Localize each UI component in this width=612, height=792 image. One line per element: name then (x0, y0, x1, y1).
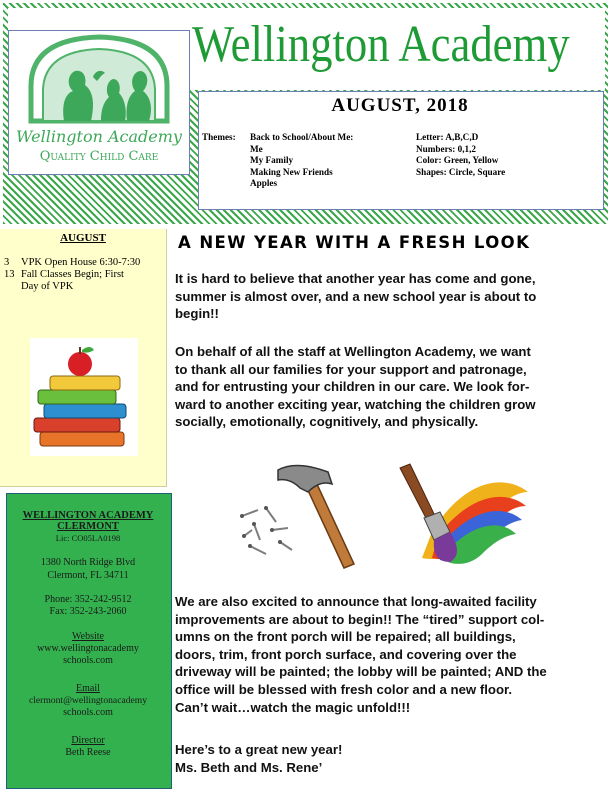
license-number: Lic: CO05LA0198 (55, 533, 121, 543)
theme-item: Apples (250, 178, 278, 188)
address-line: Clermont, FL 34711 (47, 570, 129, 581)
director-label: Director (71, 735, 105, 746)
website-link[interactable]: schools.com (63, 655, 113, 666)
letter-fact: Letter: A,B,C,D (416, 132, 479, 142)
paragraph-line: office will be blessed with fresh color and a new floor. (175, 682, 513, 697)
theme-item: My Family (250, 155, 294, 165)
paragraph-line: and for entrusting your children in our care. We look for- (175, 379, 530, 395)
themes-label: Themes: (202, 132, 236, 142)
paragraph-line: doors, trim, front porch surface, and covering over the (175, 646, 517, 662)
theme-item: Back to School/About Me: (250, 132, 354, 142)
shapes-fact: Shapes: Circle, Square (416, 166, 506, 177)
books-with-apple-icon (30, 338, 138, 456)
article-headline: A NEW YEAR WITH A FRESH LOOK (178, 233, 531, 252)
closing-line: Here’s to a great new year! (175, 742, 343, 757)
logo-name: Wellington Academy (16, 127, 182, 146)
paragraph-line: umns on the front porch will be repaired; all buildings, (175, 629, 516, 645)
paragraph-line: summer is almost over, and a new school year is about to (175, 288, 537, 304)
newsletter-title: Wellington Academy (192, 16, 570, 73)
website-label: Website (72, 631, 104, 642)
paragraph-line: We are also excited to announce that long-awaited facility (175, 594, 537, 609)
calendar-event: Day of VPK (21, 281, 74, 292)
email-link[interactable]: clermont@wellingtonacademy (28, 695, 148, 706)
calendar-event: VPK Open House 6:30-7:30 (21, 257, 141, 268)
calendar-day: 3 (4, 257, 10, 268)
email-link[interactable]: schools.com (63, 707, 113, 718)
signature-line: Ms. Beth and Ms. Rene’ (175, 759, 323, 775)
email-label: Email (76, 683, 100, 694)
numbers-fact: Numbers: 0,1,2 (416, 143, 476, 154)
calendar-event: Fall Classes Begin; First (21, 269, 124, 280)
paragraph-line: It is hard to believe that another year has come and gone, (175, 271, 536, 286)
school-location: CLERMONT (57, 521, 119, 532)
hammer-and-nails-icon (236, 458, 360, 576)
paragraph-line: improvements are about to begin!! The “tired” support col- (175, 611, 545, 627)
paragraph-line: On behalf of all the staff at Wellington Academy, we want (175, 344, 531, 359)
theme-item: Making New Friends (250, 166, 333, 177)
paragraph-line: socially, emotionally, cognitively, and physically. (175, 414, 479, 430)
phone-number: Phone: 352-242-9512 (44, 594, 132, 605)
month-title: AUGUST, 2018 (331, 95, 469, 116)
director-name: Beth Reese (65, 747, 111, 758)
calendar-title: AUGUST (60, 232, 106, 244)
fax-number: Fax: 352-243-2060 (49, 606, 127, 617)
theme-item: Me (250, 143, 263, 154)
paragraph-line: to thank all our families for your support and patronage, (175, 361, 527, 377)
paragraph-line: driveway will be painted; the lobby will be painted; AND the (175, 664, 547, 680)
paintbrush-icon (392, 462, 532, 574)
color-fact: Color: Green, Yellow (416, 155, 499, 165)
calendar-day: 13 (4, 269, 15, 280)
paragraph-line: begin!! (175, 306, 219, 322)
school-name: WELLINGTON ACADEMY (22, 510, 154, 521)
logo-tagline: Quality Child Care (39, 149, 159, 164)
website-link[interactable]: www.wellingtonacademy (37, 643, 139, 654)
address-line: 1380 North Ridge Blvd (40, 557, 136, 568)
paragraph-line: Can’t wait…watch the magic unfold!!! (175, 699, 411, 715)
paragraph-line: ward to another exciting year, watching the children grow (175, 396, 536, 412)
logo (8, 30, 190, 175)
